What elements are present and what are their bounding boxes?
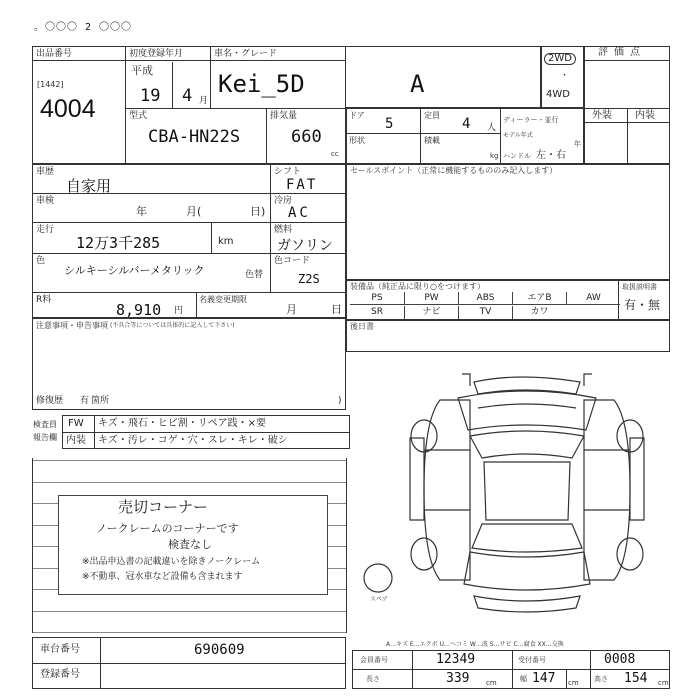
equipment-label: 装備品（純正品に限り○をつけます） xyxy=(350,282,485,291)
height-label: 高さ xyxy=(594,675,608,683)
mileage-unit: km xyxy=(218,236,234,247)
sales-point-label: セールスポイント（正常に機能するもののみ記入します） xyxy=(350,166,558,175)
color-label: 色 xyxy=(36,256,46,266)
spare-key-label: 後日書 xyxy=(350,322,374,331)
mileage-label: 走行 xyxy=(36,225,55,235)
drive-dot: ・ xyxy=(560,71,570,81)
repair-place: 箇所 xyxy=(91,396,110,406)
equipment-item: SR xyxy=(371,307,383,317)
width-label: 幅 xyxy=(520,675,527,683)
registration-era: 平成 xyxy=(131,64,153,77)
sellout-line1: ノークレームのコーナーです xyxy=(96,522,239,535)
repair-bracket: ) xyxy=(338,396,342,406)
cooling-value: AC xyxy=(288,205,311,221)
sellout-line3: ※出品申込書の記載違いを除きノークレーム xyxy=(82,557,261,567)
equipment-item: エアB xyxy=(512,292,566,305)
color-value: シルキーシルバーメタリック xyxy=(64,264,205,277)
equipment-item: カワ xyxy=(512,306,566,319)
fuel-value: ガソリン xyxy=(277,238,333,254)
member-value: 12349 xyxy=(436,652,476,667)
inspection-day-unit: 日) xyxy=(250,205,266,218)
model-value: CBA-HN22S xyxy=(148,127,241,147)
lot-label: 出品番号 xyxy=(36,49,73,59)
diagram-legend: A…キズ E…エクボ U…ヘコミ W…波 S…サビ C…腐食 XX…交換 xyxy=(386,641,564,648)
dealer-label: ディーラー・並行 xyxy=(503,116,559,124)
registration-month: 4 xyxy=(182,86,193,106)
equipment-item: PW xyxy=(404,292,458,305)
reg-label: 登録番号 xyxy=(40,669,80,680)
manual-label: 取扱説明書 xyxy=(622,283,657,291)
spare-label: スペア xyxy=(370,596,389,603)
registration-year: 19 xyxy=(140,86,161,106)
color-code-value: Z2S xyxy=(298,272,320,286)
repair-value: 有 xyxy=(80,396,90,406)
vehicle-grade: A xyxy=(410,70,425,98)
model-year-unit: 年 xyxy=(574,140,581,148)
capacity-unit: 人 xyxy=(487,123,497,133)
notes-label: 注意事項・申告事項 xyxy=(36,321,108,330)
height-unit: cm xyxy=(658,679,669,687)
handle-label: ハンドル xyxy=(503,152,531,160)
inspector-row1-tag: FW xyxy=(68,418,84,429)
doors-label: ドア xyxy=(349,111,365,120)
repair-label: 修復歴 xyxy=(36,396,64,406)
color-code-label: 色コード xyxy=(274,256,311,266)
recycle-label: R料 xyxy=(36,295,52,305)
model-label: 型式 xyxy=(129,111,148,121)
capacity-label: 定員 xyxy=(424,111,440,120)
member-label: 会員番号 xyxy=(360,656,388,664)
lot-small-number: [1442] xyxy=(37,80,64,89)
vehicle-name-label: 車名・グレード xyxy=(214,49,278,59)
shape-label: 形状 xyxy=(349,136,365,145)
length-value: 339 xyxy=(446,671,470,686)
inspector-row1-text: キズ・飛石・ヒビ割・リペア践・×要 xyxy=(98,418,266,429)
capacity-value: 4 xyxy=(462,116,471,132)
inspection-month-unit: 月( xyxy=(186,205,202,218)
equipment-item: ABS xyxy=(458,292,512,305)
mileage-value: 12万3千285 xyxy=(76,234,161,252)
fuel-label: 燃料 xyxy=(274,225,293,235)
equipment-item: AW xyxy=(566,292,620,305)
registration-month-unit: 月 xyxy=(199,96,209,106)
load-unit: kg xyxy=(490,152,499,160)
inspector-row2-text: キズ・汚レ・コゲ・穴・スレ・キレ・破シ xyxy=(98,435,288,446)
displacement-value: 660 xyxy=(291,127,322,147)
inspector-row2-tag: 内装 xyxy=(66,435,86,446)
model-year-label: モデル年式 xyxy=(503,132,533,139)
load-label: 積載 xyxy=(424,136,440,145)
counter-label: 受付番号 xyxy=(518,656,546,664)
recycle-month-unit: 月 xyxy=(286,303,297,316)
evaluation-label: 評価点 xyxy=(598,47,646,58)
cooling-label: 冷房 xyxy=(274,196,293,206)
inspection-year-unit: 年 xyxy=(136,205,147,218)
recycle-expiry-label: 名義変更期限 xyxy=(199,295,247,304)
registration-label: 初度登録年月 xyxy=(129,49,184,59)
shift-value: FAT xyxy=(286,177,318,193)
inspector-label-1: 検査員 xyxy=(33,420,57,429)
height-value: 154 xyxy=(624,671,648,686)
length-label: 長さ xyxy=(366,675,380,683)
doors-value: 5 xyxy=(385,116,394,132)
exterior-label: 外装 xyxy=(592,110,612,121)
inspection-label: 車検 xyxy=(36,196,55,206)
sellout-line4: ※不動車、冠水車など設備も含まれます xyxy=(82,572,243,582)
manual-value: 有・無 xyxy=(624,298,661,312)
equipment-item: PS xyxy=(350,292,404,305)
interior-label: 内装 xyxy=(635,110,655,121)
color-change-label: 色替 xyxy=(245,270,264,280)
sellout-title: 売切コーナー xyxy=(118,498,209,516)
recycle-unit: 円 xyxy=(174,306,184,316)
recycle-value: 8,910 xyxy=(116,301,162,319)
usage-label: 車歴 xyxy=(36,167,55,177)
notes-sub: (不具合等については具体的に記入して下さい) xyxy=(110,322,235,329)
displacement-unit: cc xyxy=(331,150,339,158)
sellout-line2: 検査なし xyxy=(168,538,212,551)
vehicle-name: Kei_5D xyxy=(218,70,305,98)
usage-value: 自家用 xyxy=(66,177,112,195)
counter-value: 0008 xyxy=(604,652,636,667)
header-scrap: 。〇〇〇 2 〇〇〇 xyxy=(34,22,133,33)
equipment-item: ナビ xyxy=(404,306,458,319)
shift-label: シフト xyxy=(274,167,302,177)
displacement-label: 排気量 xyxy=(270,111,298,121)
width-unit: cm xyxy=(568,679,579,687)
width-value: 147 xyxy=(532,671,556,686)
length-unit: cm xyxy=(486,679,497,687)
chassis-value: 690609 xyxy=(194,642,245,658)
equipment-item: TV xyxy=(458,306,512,319)
drive-2wd: 2WD xyxy=(544,53,576,65)
lot-number: 4004 xyxy=(40,95,96,123)
recycle-day-unit: 日 xyxy=(331,303,342,316)
handle-value: 左・右 xyxy=(536,150,566,161)
inspector-label-2: 報告欄 xyxy=(33,433,57,442)
drive-4wd: 4WD xyxy=(546,89,570,100)
chassis-label: 車台番号 xyxy=(40,644,80,655)
